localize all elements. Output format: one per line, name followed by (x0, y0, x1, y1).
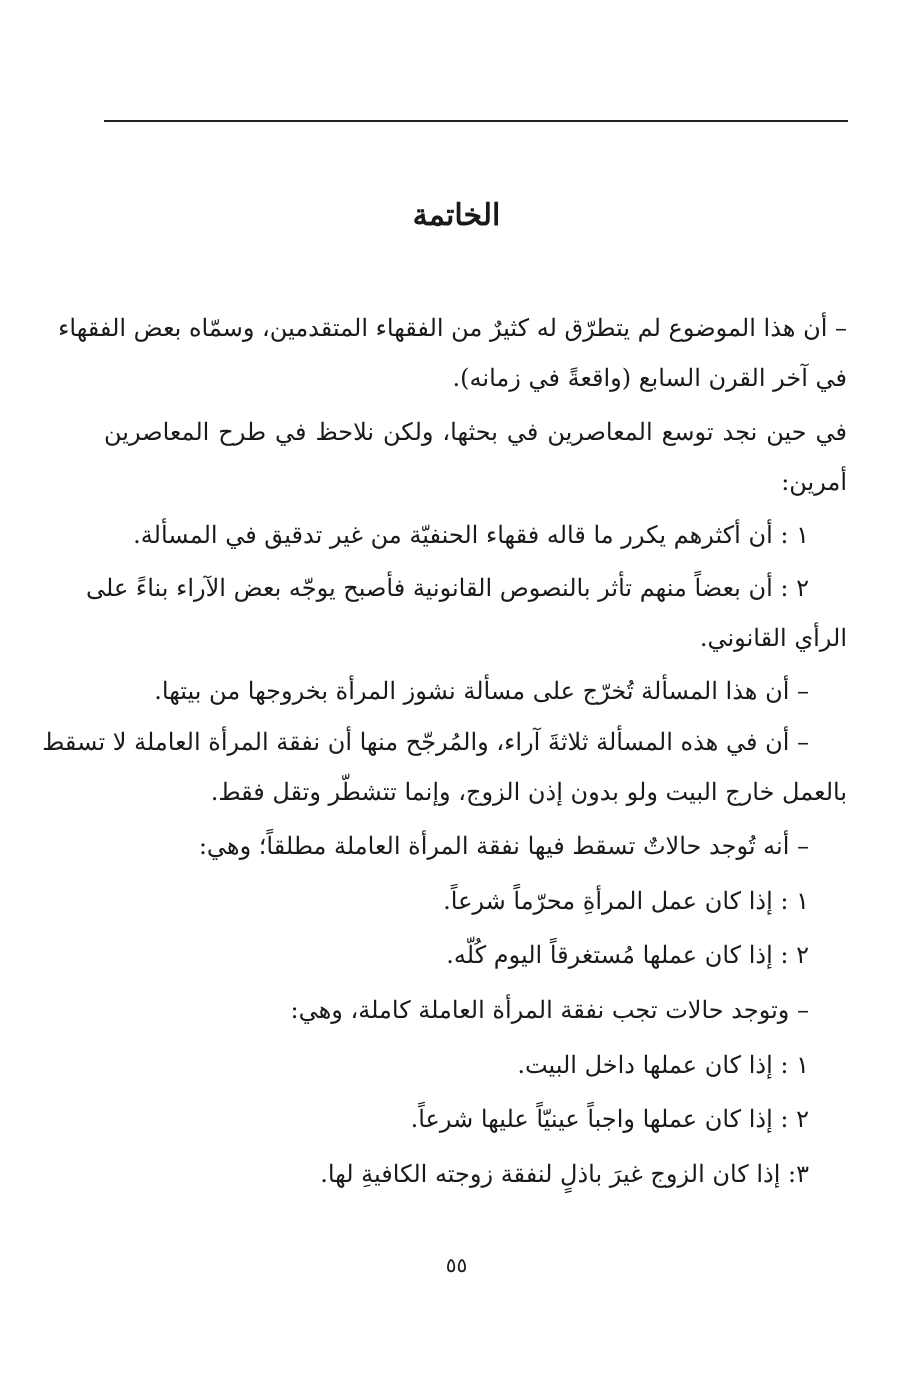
bullet-item: – أن هذا المسألة تُخرّج على مسألة نشوز المرأة بخروجها من بيتها. (154, 677, 809, 705)
list-item: ٢ : أن بعضاً منهم تأثر بالنصوص القانونية فأصبح يوجّه بعض الآراء بناءً على (86, 574, 809, 602)
bullet-item: – أن في هذه المسألة ثلاثةَ آراء، والمُرجّح منها أن نفقة المرأة العاملة لا تسقط (42, 728, 809, 756)
header-rule (104, 120, 848, 122)
paragraph-line: أمرين: (781, 468, 847, 496)
paragraph-line: في آخر القرن السابع (واقعةً في زمانه). (452, 364, 847, 392)
list-item: ٣: إذا كان الزوج غيرَ باذلٍ لنفقة زوجته الكافيةِ لها. (320, 1160, 809, 1188)
paragraph-line: الرأي القانوني. (699, 624, 847, 652)
list-item: ١ : إذا كان عملها داخل البيت. (517, 1051, 809, 1079)
paragraph-line: بالعمل خارج البيت ولو بدون إذن الزوج، وإنما تتشطّر وتقل فقط. (210, 778, 847, 806)
page-number: ٥٥ (445, 1253, 468, 1277)
list-item: ١ : أن أكثرهم يكرر ما قاله فقهاء الحنفيّة من غير تدقيق في المسألة. (133, 521, 809, 549)
page-title: الخاتمة (412, 198, 501, 233)
list-item: ٢ : إذا كان عملها واجباً عينيّاً عليها شرعاً. (410, 1105, 809, 1133)
paragraph-line: – أن هذا الموضوع لم يتطرّق له كثيرٌ من الفقهاء المتقدمين، وسمّاه بعض الفقهاء (58, 314, 847, 342)
paragraph-line: في حين نجد توسع المعاصرين في بحثها، ولكن نلاحظ في طرح المعاصرين (104, 418, 847, 446)
bullet-item: – أنه تُوجد حالاتٌ تسقط فيها نفقة المرأة العاملة مطلقاً؛ وهي: (198, 832, 809, 860)
bullet-item: – وتوجد حالات تجب نفقة المرأة العاملة كاملة، وهي: (290, 996, 809, 1024)
list-item: ١ : إذا كان عمل المرأةِ محرّماً شرعاً. (443, 887, 809, 915)
list-item: ٢ : إذا كان عملها مُستغرقاً اليوم كُلّه. (446, 941, 809, 969)
